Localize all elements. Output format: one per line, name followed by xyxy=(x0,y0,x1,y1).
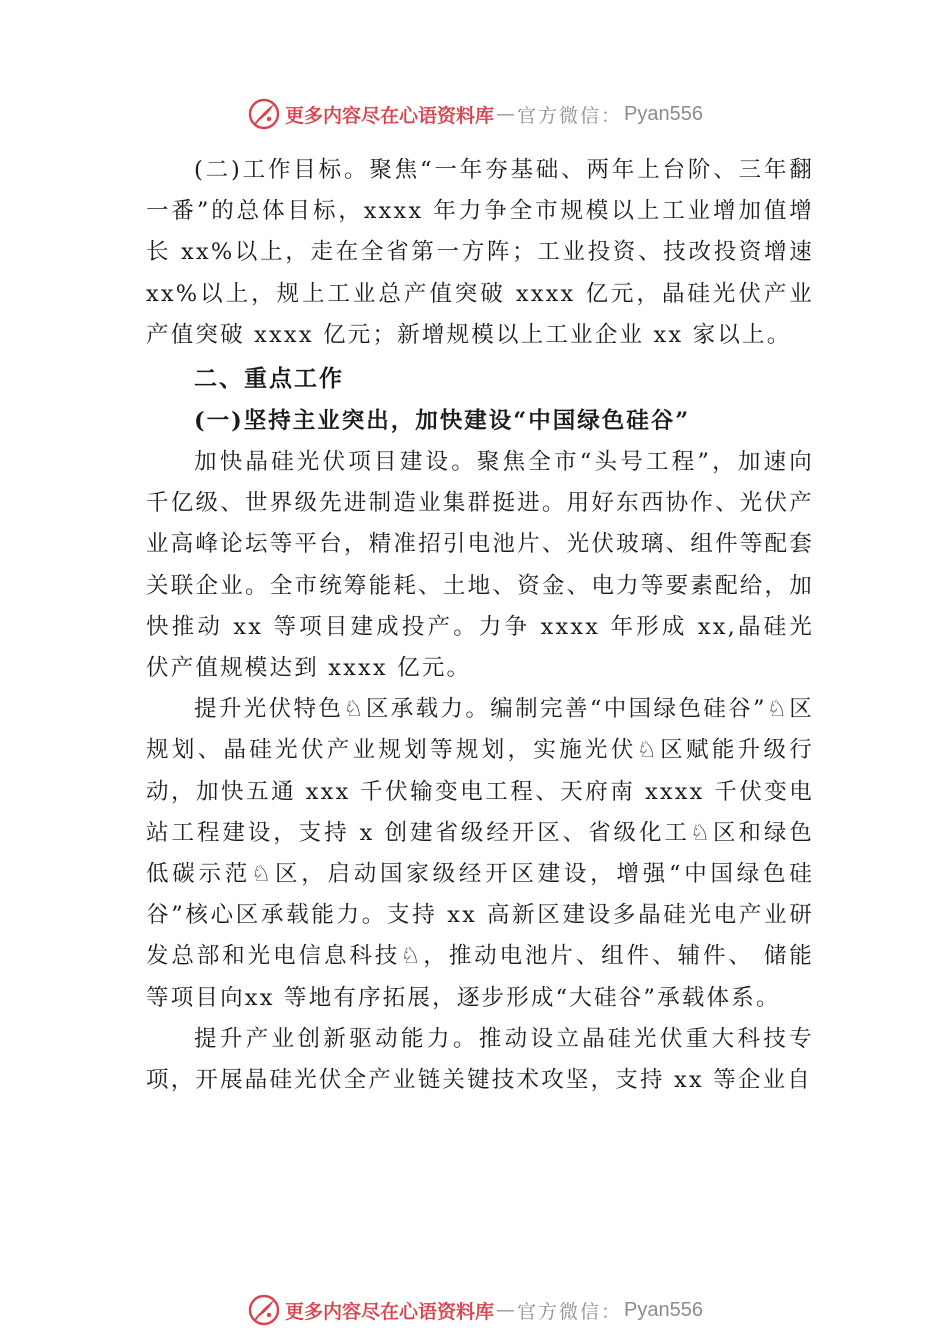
banner-wechat-label: 官方微信： xyxy=(517,104,623,127)
paragraph-innovation: 提升产业创新驱动能力。推动设立晶硅光伏重大科技专项，开展晶硅光伏全产业链关键技术攻坚，支持 xx 等企业自 xyxy=(146,1025,814,1094)
section-heading-key-work: 二、重点工作 xyxy=(194,366,344,393)
paragraph-park-capacity: 提升光伏特色♘区承载力。编制完善“中国绿色硅谷”♘区规划、晶硅光伏产业规划等规划，实施光伏♘区赋能升级行动，加快五通 xxx 千伏输变电工程、天府南 xxxx 千伏变电站工程建设，支持 x 创建省级经开区、省级化工♘区和绿色低碳示范♘区，启动国家级经开区建设，增强“中国绿色硅谷”核心区承载能力。支持 xx 高新区建设多晶硅光电产业研发总部和光电信息科技♘，推动电池片、组件、辅件、 储能等项目向xx 等地有序拓展，逐步形成“大硅谷”承载体系。 xyxy=(146,696,814,1011)
banner-main-text: 更多内容尽在心语资料库 xyxy=(285,1300,495,1323)
banner-wechat-id: Pyan556 xyxy=(624,102,703,125)
banner-dash: — xyxy=(496,103,516,125)
paragraph-pv-projects: 加快晶硅光伏项目建设。聚焦全市“头号工程”，加速向千亿级、世界级先进制造业集群挺进。用好东西协作、光伏产业高峰论坛等平台，精准招引电池片、光伏玻璃、组件等配套关联企业。全市统筹能耗、土地、资金、电力等要素配给，加快推动 xx 等项目建成投产。力争 xxxx 年形成 xx,晶硅光伏产值规模达到 xxxx 亿元。 xyxy=(146,449,814,682)
quill-pen-logo-icon xyxy=(247,1293,281,1327)
paragraph-work-goals: (二)工作目标。聚焦“一年夯基础、两年上台阶、三年翻一番”的总体目标，xxxx 年力争全市规模以上工业增加值增长 xx%以上，走在全省第一方阵；工业投资、技改投资增速xx%以上，规上工业总产值突破 xxxx 亿元，晶硅光伏产业产值突破 xxxx 亿元；新增规模以上工业企业 xx 家以上。 xyxy=(146,157,814,348)
banner-wechat-id: Pyan556 xyxy=(624,1298,703,1321)
banner-dash: — xyxy=(496,1299,516,1321)
banner-main-text: 更多内容尽在心语资料库 xyxy=(285,104,495,127)
subsection-heading-green-silicon-valley: (一)坚持主业突出，加快建设“中国绿色硅谷” xyxy=(194,408,691,435)
header-watermark-banner xyxy=(0,94,950,134)
document-body xyxy=(146,150,814,1101)
footer-watermark-banner xyxy=(0,1290,950,1330)
quill-pen-logo-icon xyxy=(247,97,281,131)
banner-wechat-label: 官方微信： xyxy=(517,1300,623,1323)
